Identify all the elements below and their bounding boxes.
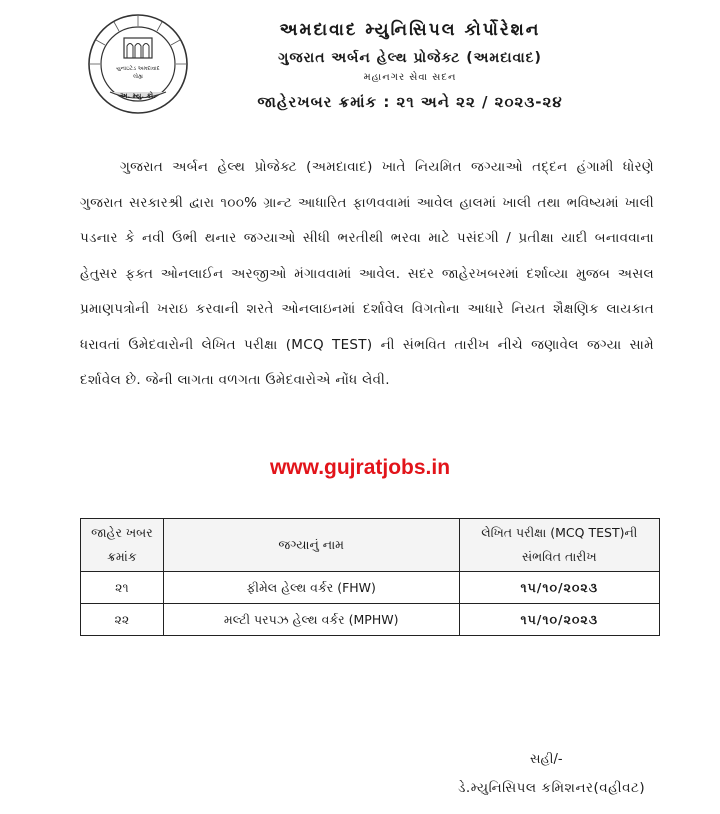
row-exam-date: ૧૫/૧૦/૨૦૨૩ bbox=[459, 604, 659, 636]
organization-name: અમદાવાદ મ્યુનિસિપલ કોર્પોરેશન bbox=[279, 20, 541, 40]
website-watermark: www.gujratjobs.in bbox=[269, 456, 451, 479]
notice-paragraph: ગુજરાત અર્બન હેલ્થ પ્રોજેક્ટ (અમદાવાદ) ખાતે નિયમિત જગ્યાઓ તદ્દન હંગામી ધોરણે ગુજરાત સરકારશ્રી દ્વારા ૧૦૦% ગ્રાન્ટ આધારિત ફાળવવામાં આવેલ હાલમાં ખાલી તથા ભવિષ્યમાં ખાલી પડનાર કે નવી ઉભી થનાર જગ્યાઓ સીધી ભરતીથી ભરવા માટે પસંદગી / પ્રતીક્ષા યાદી બનાવવાના હેતુસર ફક્ત ઓનલાઈન અરજીઓ મંગાવવામાં આવેલ. સદર જાહેરખબરમાં દર્શાવ્યા મુજબ અસલ પ્રમાણપત્રોની ખરાઇ કરવાની શરતે ઓનલાઇનમાં દર્શાવેલ વિગતોના આધારે નિયત શૈક્ષણિક લાયકાત ધરાવતાં ઉમેદવારોની લેખિત પરીક્ષા (MCQ TEST) ની સંભવિત તારીખ નીચે જણાવેલ જગ્યા સામે દર્શાવેલ છે. જેની લાગતા વળગતા ઉમેદવારોએ નોંધ લેવી. bbox=[80, 159, 654, 388]
office-name: મહાનગર સેવા સદન bbox=[363, 72, 457, 83]
table-header-row bbox=[81, 519, 660, 572]
row-post-name: મલ્ટી પરપઝ હેલ્થ વર્કર (MPHW) bbox=[163, 604, 459, 636]
signature: સહી/- bbox=[530, 752, 563, 767]
advertisement-number: જાહેરખબર ક્રમાંક : ૨૧ અને ૨૨ / ૨૦૨૩-૨૪ bbox=[257, 93, 563, 111]
row-advt-no: ૨૨ bbox=[81, 604, 164, 636]
table-row bbox=[81, 604, 660, 636]
table-row bbox=[81, 572, 660, 604]
row-advt-no: ૨૧ bbox=[81, 572, 164, 604]
row-post-name: ફીમેલ હેલ્થ વર્કર (FHW) bbox=[163, 572, 459, 604]
amc-seal-logo bbox=[84, 12, 192, 116]
document-header bbox=[200, 14, 620, 111]
header-post-name: જગ્યાનું નામ bbox=[163, 519, 459, 572]
signatory-designation: ડે.મ્યુનિસિપલ કમિશનર(વહીવટ) bbox=[458, 780, 646, 796]
exam-schedule-table bbox=[80, 518, 660, 636]
seal-bottom-text: અ. મ્યુ. કો. bbox=[120, 92, 156, 100]
project-name: ગુજરાત અર્બન હેલ્થ પ્રોજેક્ટ (અમદાવાદ) bbox=[278, 50, 542, 66]
row-exam-date: ૧૫/૧૦/૨૦૨૩ bbox=[459, 572, 659, 604]
header-exam-date: લેખિત પરીક્ષા (MCQ TEST)ની સંભવિત તારીખ bbox=[459, 519, 659, 572]
header-advt-no: જાહેર ખબર ક્રમાંક bbox=[81, 519, 164, 572]
seal-center-text-2: લોહ્ય bbox=[133, 74, 143, 80]
seal-center-text-1: યુનાઇટેડ અમદાવાદ bbox=[116, 66, 160, 72]
